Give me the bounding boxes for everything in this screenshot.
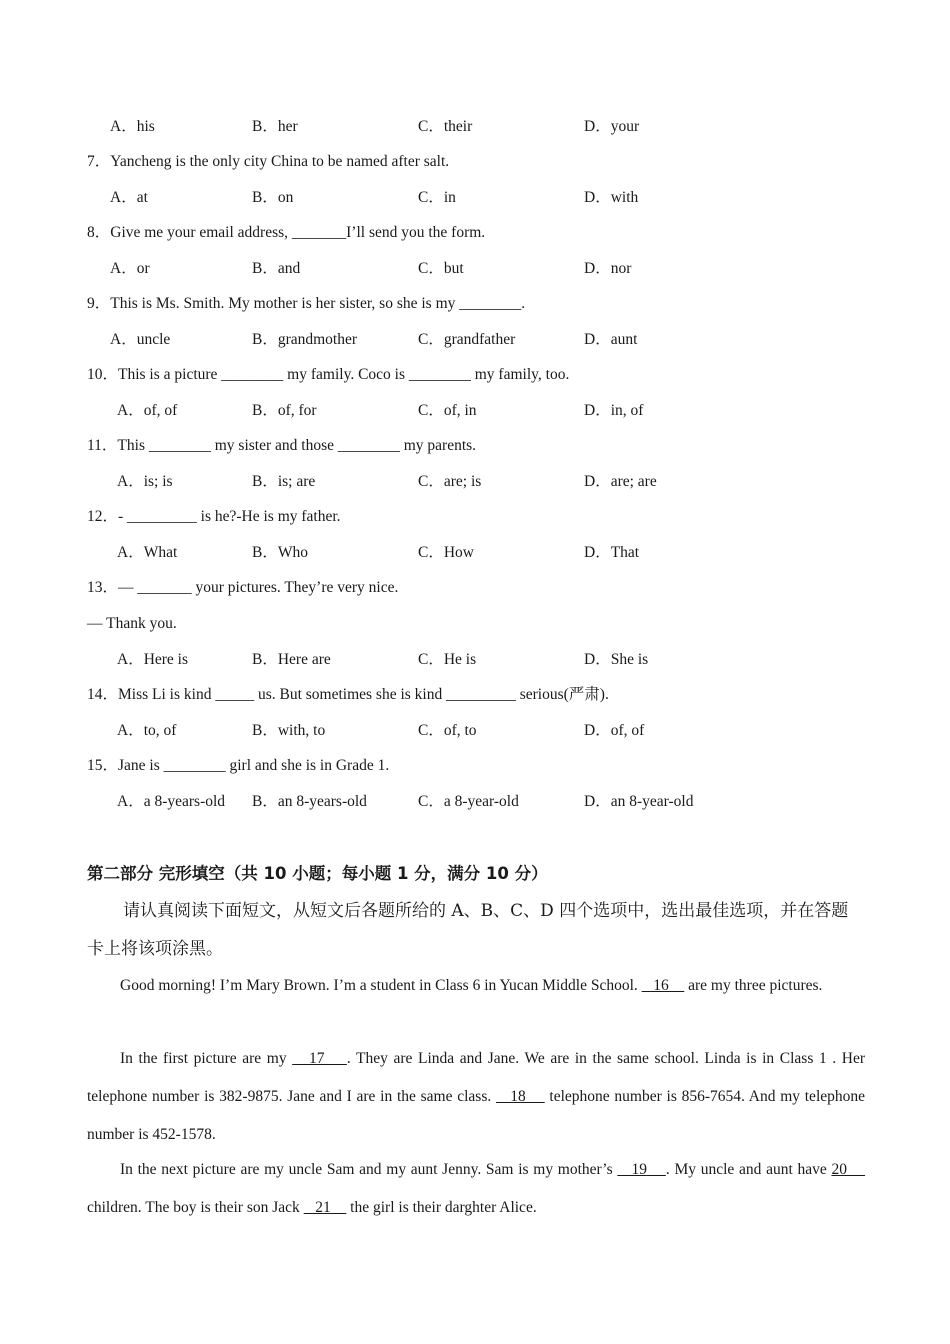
question-10: 10．This is a picture ________ my family. Coco is ________ my family, too. <box>87 366 570 383</box>
blank-18: 18 <box>495 1088 545 1105</box>
blank-17: 17 <box>292 1050 347 1067</box>
q11-options <box>117 473 877 493</box>
question-14: 14．Miss Li is kind _____ us. But sometimes she is kind _________ serious(严肃). <box>87 686 609 703</box>
option-d: D．aunt <box>584 331 638 348</box>
text: . My uncle and aunt have <box>665 1161 832 1178</box>
option-a: A．is; is <box>117 473 173 490</box>
question-13: 13．— _______ your pictures. They’re very nice. <box>87 579 399 596</box>
option-c: C．are; is <box>418 473 482 490</box>
blank-16: 16 <box>641 977 685 994</box>
passage-paragraph-2 <box>87 1040 865 1154</box>
option-b: B．is; are <box>252 473 316 490</box>
option-a: A．Here is <box>117 651 189 668</box>
option-a: A．a 8-years-old <box>117 793 226 810</box>
option-d: D．of, of <box>584 722 645 739</box>
option-a: A．uncle <box>110 331 171 348</box>
blank-21: 21 <box>303 1199 347 1216</box>
text: In the next picture are my uncle Sam and my aunt Jenny. Sam is my mother’s <box>120 1161 618 1178</box>
q10-options <box>117 402 877 422</box>
q14-options <box>117 722 877 742</box>
q6-options <box>110 118 870 138</box>
option-b: B．her <box>252 118 298 135</box>
passage-paragraph-1 <box>87 967 865 1005</box>
option-b: B．Here are <box>252 651 331 668</box>
option-c: C．but <box>418 260 464 277</box>
option-b: B．on <box>252 189 294 206</box>
option-a: A．at <box>110 189 148 206</box>
option-c: C．How <box>418 544 474 561</box>
passage-paragraph-3 <box>87 1151 865 1227</box>
option-c: C．a 8-year-old <box>418 793 519 810</box>
option-c: C．grandfather <box>418 331 516 348</box>
text: are my three pictures. <box>684 977 823 994</box>
text: . They are Linda and Jane. We are in the same school. Linda is in Class 1 . Her telephone number is 382-9875. Jane and I are in the same class. <box>87 1050 866 1105</box>
q13-options <box>117 651 877 671</box>
q9-options <box>110 331 870 351</box>
option-b: B．with, to <box>252 722 326 739</box>
option-d: D．an 8-year-old <box>584 793 694 810</box>
text: Good morning! I’m Mary Brown. I’m a student in Class 6 in Yucan Middle School. <box>120 977 642 994</box>
text: children. The boy is their son Jack <box>87 1199 304 1216</box>
section-2-instruction: 请认真阅读下面短文，从短文后各题所给的 A、B、C、D 四个选项中，选出最佳选项，并在答题卡上将该项涂黑。 <box>87 901 849 959</box>
question-15: 15．Jane is ________ girl and she is in Grade 1. <box>87 757 390 774</box>
option-d: D．nor <box>584 260 632 277</box>
question-9: 9．This is Ms. Smith. My mother is her sister, so she is my ________. <box>87 295 526 312</box>
blank-19: 19 <box>617 1161 666 1178</box>
question-13-reply: — Thank you. <box>87 615 177 632</box>
option-d: D．with <box>584 189 639 206</box>
option-b: B．grandmother <box>252 331 358 348</box>
q8-options <box>110 260 870 280</box>
option-d: D．That <box>584 544 640 561</box>
option-b: B．of, for <box>252 402 317 419</box>
option-a: A．or <box>110 260 150 277</box>
text: the girl is their darghter Alice. <box>346 1199 537 1216</box>
option-d: D．She is <box>584 651 649 668</box>
text: In the first picture are my <box>120 1050 293 1067</box>
option-a: A．to, of <box>117 722 177 739</box>
blank-20: 20 <box>831 1161 865 1178</box>
text: telephone number is 856-7654. And my telephone number is 452-1578. <box>87 1088 866 1143</box>
option-b: B．Who <box>252 544 308 561</box>
option-b: B．and <box>252 260 301 277</box>
question-11: 11．This ________ my sister and those ________ my parents. <box>87 437 477 454</box>
option-a: A．What <box>117 544 178 561</box>
q7-options <box>110 189 870 209</box>
option-d: D．are; are <box>584 473 657 490</box>
option-d: D．your <box>584 118 640 135</box>
option-d: D．in, of <box>584 402 644 419</box>
q12-options <box>117 544 877 564</box>
option-c: C．their <box>418 118 473 135</box>
section-2-title: 第二部分 完形填空（共 10 小题；每小题 1 分，满分 10 分） <box>87 864 548 883</box>
question-8: 8．Give me your email address, _______I’ll send you the form. <box>87 224 486 241</box>
option-b: B．an 8-years-old <box>252 793 367 810</box>
option-a: A．his <box>110 118 155 135</box>
option-c: C．of, to <box>418 722 477 739</box>
option-c: C．of, in <box>418 402 477 419</box>
option-a: A．of, of <box>117 402 178 419</box>
option-c: C．in <box>418 189 456 206</box>
option-c: C．He is <box>418 651 477 668</box>
question-7: 7．Yancheng is the only city China to be named after salt. <box>87 153 450 170</box>
question-12: 12．- _________ is he?-He is my father. <box>87 508 341 525</box>
q15-options <box>117 793 877 813</box>
